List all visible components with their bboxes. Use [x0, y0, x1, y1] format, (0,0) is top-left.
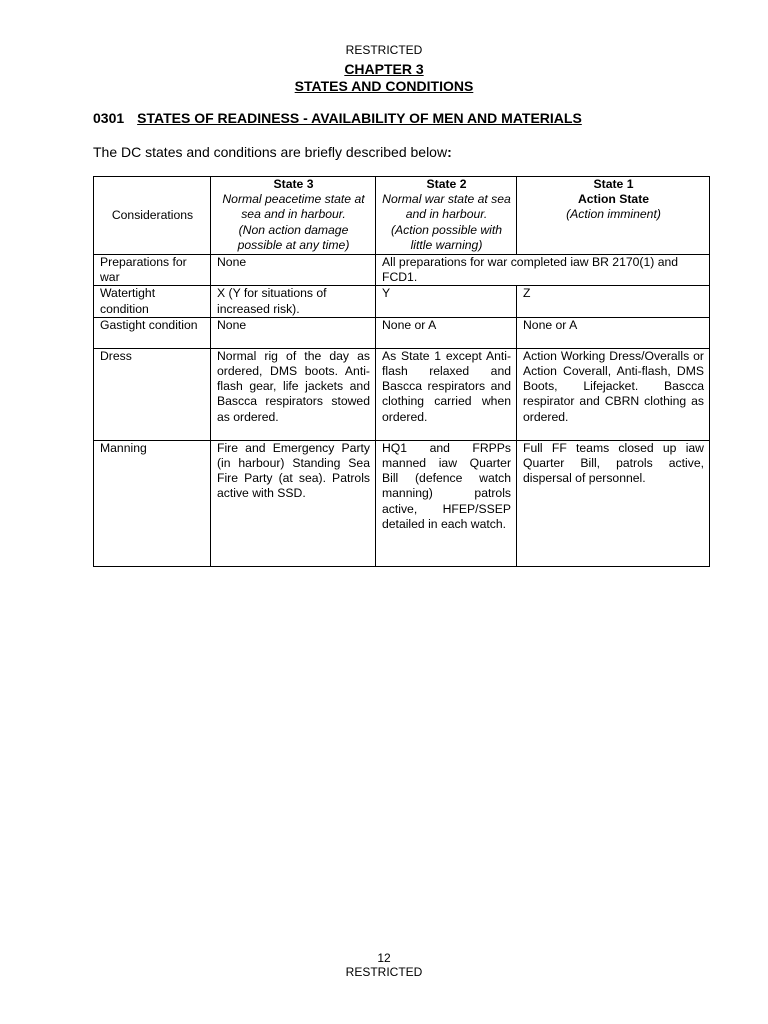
cell-gastight-state1: None or A — [517, 317, 710, 348]
row-label-watertight: Watertight condition — [94, 286, 211, 317]
cell-manning-state2: HQ1 and FRPPs manned iaw Quarter Bill (defence watch manning) patrols active, HFEP/SSEP detailed in each watch. — [376, 440, 517, 566]
states-table — [93, 176, 710, 567]
section-title: STATES OF READINESS - AVAILABILITY OF MEN AND MATERIALS — [137, 110, 582, 126]
table-header-row — [94, 177, 710, 255]
state2-note: (Action possible with little warning) — [390, 222, 503, 252]
cell-preparations-state2-state1: All preparations for war completed iaw BR 2170(1) and FCD1. — [376, 255, 710, 286]
cell-watertight-state3: X (Y for situations of increased risk). — [211, 286, 376, 317]
cell-watertight-state2: Y — [376, 286, 517, 317]
table-row — [94, 286, 710, 317]
cell-dress-state2: As State 1 except Anti-flash relaxed and Bascca respirators and clothing carried when ordered. — [376, 348, 517, 440]
cell-preparations-state3: None — [211, 255, 376, 286]
state3-note: (Non action damage possible at any time) — [237, 222, 350, 252]
cell-dress-state3: Normal rig of the day as ordered, DMS boots. Anti-flash gear, life jackets and Bascca respirators stowed as ordered. — [211, 348, 376, 440]
table-row — [94, 348, 710, 440]
state2-desc: Normal war state at sea and in harbour. — [382, 192, 511, 222]
state3-header — [211, 177, 376, 255]
table-row — [94, 317, 710, 348]
state3-desc: Normal peacetime state at sea and in harbour. — [222, 192, 365, 222]
table-row — [94, 440, 710, 566]
page-number: 12 — [377, 951, 391, 965]
cell-gastight-state3: None — [211, 317, 376, 348]
intro-colon: : — [447, 144, 452, 160]
intro-text: The DC states and conditions are briefly described below — [93, 144, 448, 160]
row-label-preparations: Preparations for war — [94, 255, 211, 286]
state1-header — [517, 177, 710, 255]
cell-watertight-state1: Z — [517, 286, 710, 317]
classification-footer: RESTRICTED — [345, 965, 423, 979]
state1-subname: Action State — [577, 192, 650, 207]
cell-manning-state3: Fire and Emergency Party (in harbour) Standing Sea Fire Party (at sea). Patrols active with SSD. — [211, 440, 376, 566]
table-row — [94, 255, 710, 286]
row-label-gastight: Gastight condition — [94, 317, 211, 348]
chapter-heading: CHAPTER 3 — [344, 61, 424, 77]
cell-manning-state1: Full FF teams closed up iaw Quarter Bill, patrols active, dispersal of personnel. — [517, 440, 710, 566]
considerations-header: Considerations — [94, 177, 211, 255]
section-heading — [93, 110, 582, 126]
cell-dress-state1: Action Working Dress/Overalls or Action Coverall, Anti-flash, DMS Boots, Lifejacket. Bascca respirator and CBRN clothing as ordered. — [517, 348, 710, 440]
state2-name: State 2 — [426, 177, 467, 191]
state3-name: State 3 — [273, 177, 314, 191]
row-label-dress: Dress — [94, 348, 211, 440]
state1-desc: (Action imminent) — [566, 207, 661, 222]
section-number: 0301 — [93, 110, 125, 126]
chapter-title: STATES AND CONDITIONS — [294, 78, 474, 94]
intro-paragraph — [93, 144, 452, 160]
cell-gastight-state2: None or A — [376, 317, 517, 348]
classification-header: RESTRICTED — [345, 43, 423, 57]
row-label-manning: Manning — [94, 440, 211, 566]
state2-header — [376, 177, 517, 255]
state1-name: State 1 — [593, 177, 634, 191]
